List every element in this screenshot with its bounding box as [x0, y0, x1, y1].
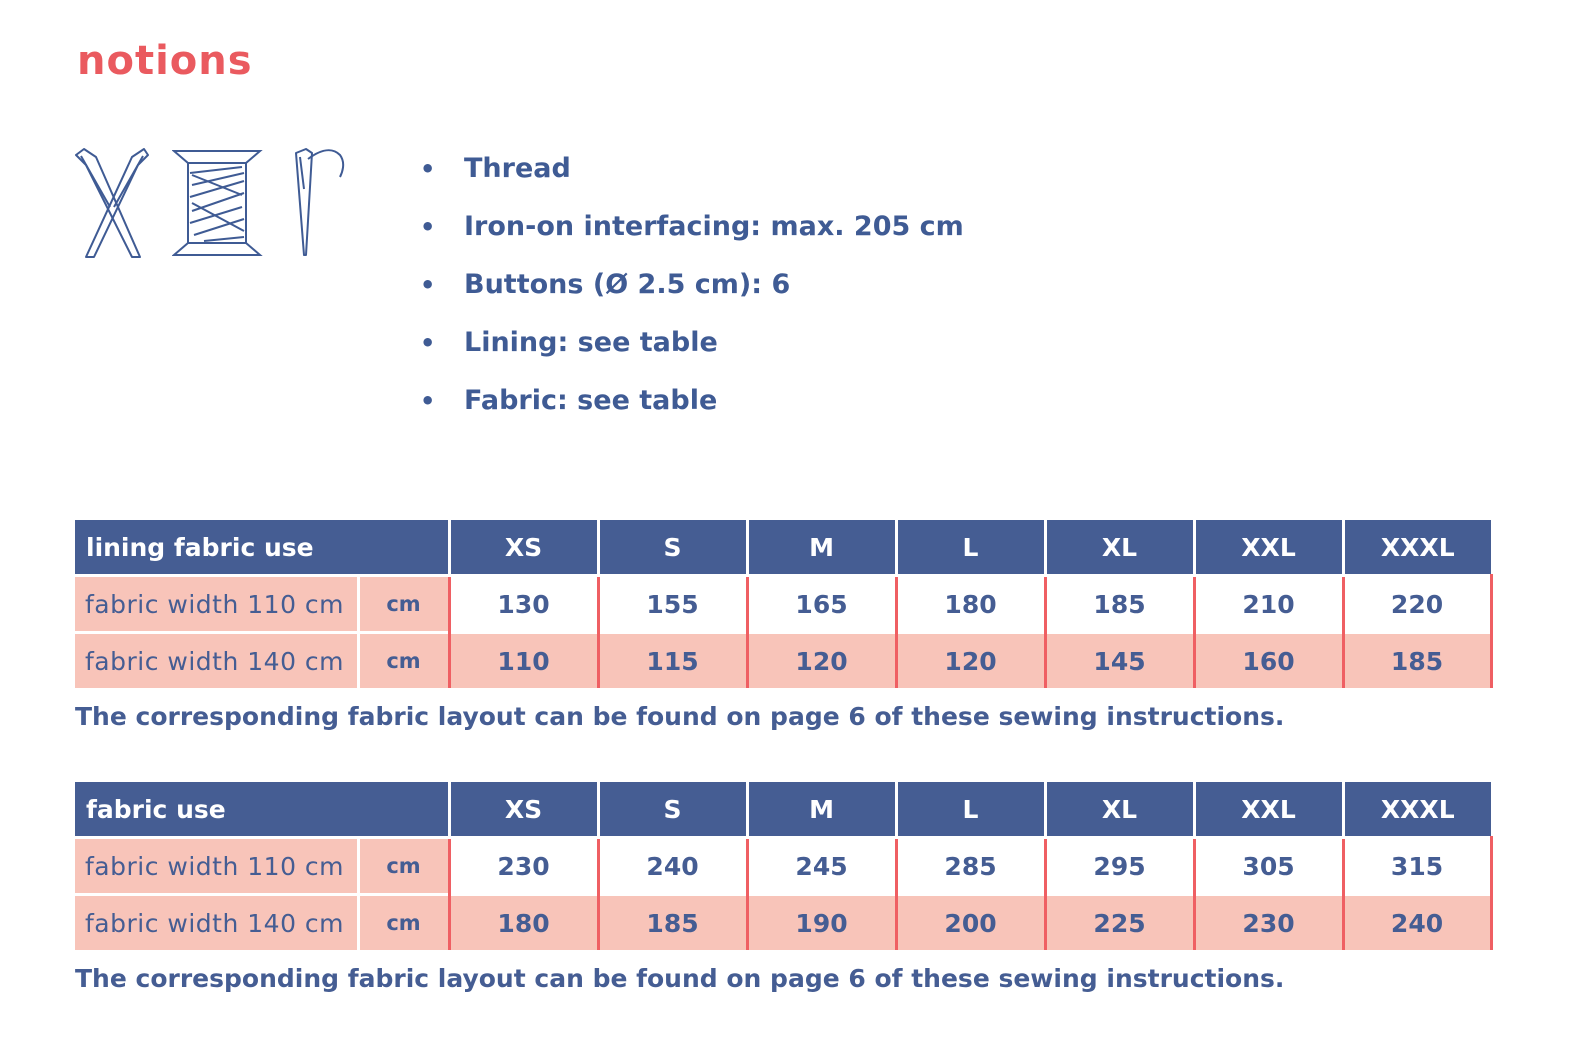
- size-header: XS: [449, 782, 598, 838]
- table-cell: 210: [1194, 576, 1343, 633]
- table-cell: 120: [747, 633, 896, 689]
- table-cell: 240: [598, 838, 747, 895]
- notion-text: Lining: see table: [464, 327, 718, 358]
- fabric-table-note: The corresponding fabric layout can be found on page 6 of these sewing instructions.: [75, 964, 1285, 993]
- bullet: •: [420, 213, 436, 241]
- table-row: [75, 576, 1491, 633]
- size-header: XL: [1045, 520, 1194, 576]
- size-header: L: [896, 520, 1045, 576]
- table-row: [75, 895, 1491, 951]
- size-header: L: [896, 782, 1045, 838]
- table-cell: 110: [449, 633, 598, 689]
- size-header: XL: [1045, 782, 1194, 838]
- table-cell: 190: [747, 895, 896, 951]
- size-header: S: [598, 520, 747, 576]
- table-cell: 115: [598, 633, 747, 689]
- lining-table-note: The corresponding fabric layout can be found on page 6 of these sewing instructions.: [75, 702, 1285, 731]
- table-cell: 305: [1194, 838, 1343, 895]
- table-cell: 130: [449, 576, 598, 633]
- list-item: [420, 314, 964, 372]
- table-cell: 185: [598, 895, 747, 951]
- scissors-icon: [72, 145, 152, 261]
- size-header: XXL: [1194, 782, 1343, 838]
- notion-text: Buttons (Ø 2.5 cm): 6: [464, 269, 791, 300]
- notion-text: Iron-on interfacing: max. 205 cm: [464, 211, 964, 242]
- size-header: M: [747, 520, 896, 576]
- list-item: [420, 256, 964, 314]
- row-label: fabric width 140 cm: [75, 633, 358, 689]
- table-cell: 230: [1194, 895, 1343, 951]
- row-unit: cm: [358, 576, 449, 633]
- bullet: •: [420, 271, 436, 299]
- table-cell: 180: [449, 895, 598, 951]
- table-cell: 220: [1343, 576, 1491, 633]
- table-cell: 155: [598, 576, 747, 633]
- table-cell: 285: [896, 838, 1045, 895]
- size-header: XXXL: [1343, 782, 1491, 838]
- table-cell: 240: [1343, 895, 1491, 951]
- table-header-row: [75, 520, 1491, 576]
- table-cell: 185: [1343, 633, 1491, 689]
- row-label: fabric width 140 cm: [75, 895, 358, 951]
- table-cell: 230: [449, 838, 598, 895]
- notion-text: Fabric: see table: [464, 385, 718, 416]
- row-unit: cm: [358, 633, 449, 689]
- table-cell: 120: [896, 633, 1045, 689]
- list-item: [420, 372, 964, 430]
- table-row: [75, 633, 1491, 689]
- table-cell: 165: [747, 576, 896, 633]
- size-header: M: [747, 782, 896, 838]
- lining-fabric-table: [75, 520, 1493, 688]
- row-label: fabric width 110 cm: [75, 576, 358, 633]
- row-label: fabric width 110 cm: [75, 838, 358, 895]
- list-item: [420, 198, 964, 256]
- table-cell: 160: [1194, 633, 1343, 689]
- notions-list: [420, 140, 964, 430]
- list-item: [420, 140, 964, 198]
- bullet: •: [420, 155, 436, 183]
- row-unit: cm: [358, 895, 449, 951]
- size-header: XXXL: [1343, 520, 1491, 576]
- section-title: notions: [77, 38, 253, 84]
- bullet: •: [420, 387, 436, 415]
- table-header-row: [75, 782, 1491, 838]
- needle-icon: [286, 145, 350, 261]
- table-cell: 145: [1045, 633, 1194, 689]
- size-header: S: [598, 782, 747, 838]
- table-title: fabric use: [75, 782, 449, 838]
- table-cell: 245: [747, 838, 896, 895]
- table-cell: 315: [1343, 838, 1491, 895]
- table-cell: 295: [1045, 838, 1194, 895]
- bullet: •: [420, 329, 436, 357]
- size-header: XS: [449, 520, 598, 576]
- table-cell: 180: [896, 576, 1045, 633]
- fabric-use-table: [75, 782, 1493, 950]
- table-cell: 185: [1045, 576, 1194, 633]
- notion-text: Thread: [464, 153, 571, 184]
- table-title: lining fabric use: [75, 520, 449, 576]
- table-row: [75, 838, 1491, 895]
- table-cell: 225: [1045, 895, 1194, 951]
- size-header: XXL: [1194, 520, 1343, 576]
- thread-spool-icon: [172, 145, 264, 261]
- row-unit: cm: [358, 838, 449, 895]
- table-cell: 200: [896, 895, 1045, 951]
